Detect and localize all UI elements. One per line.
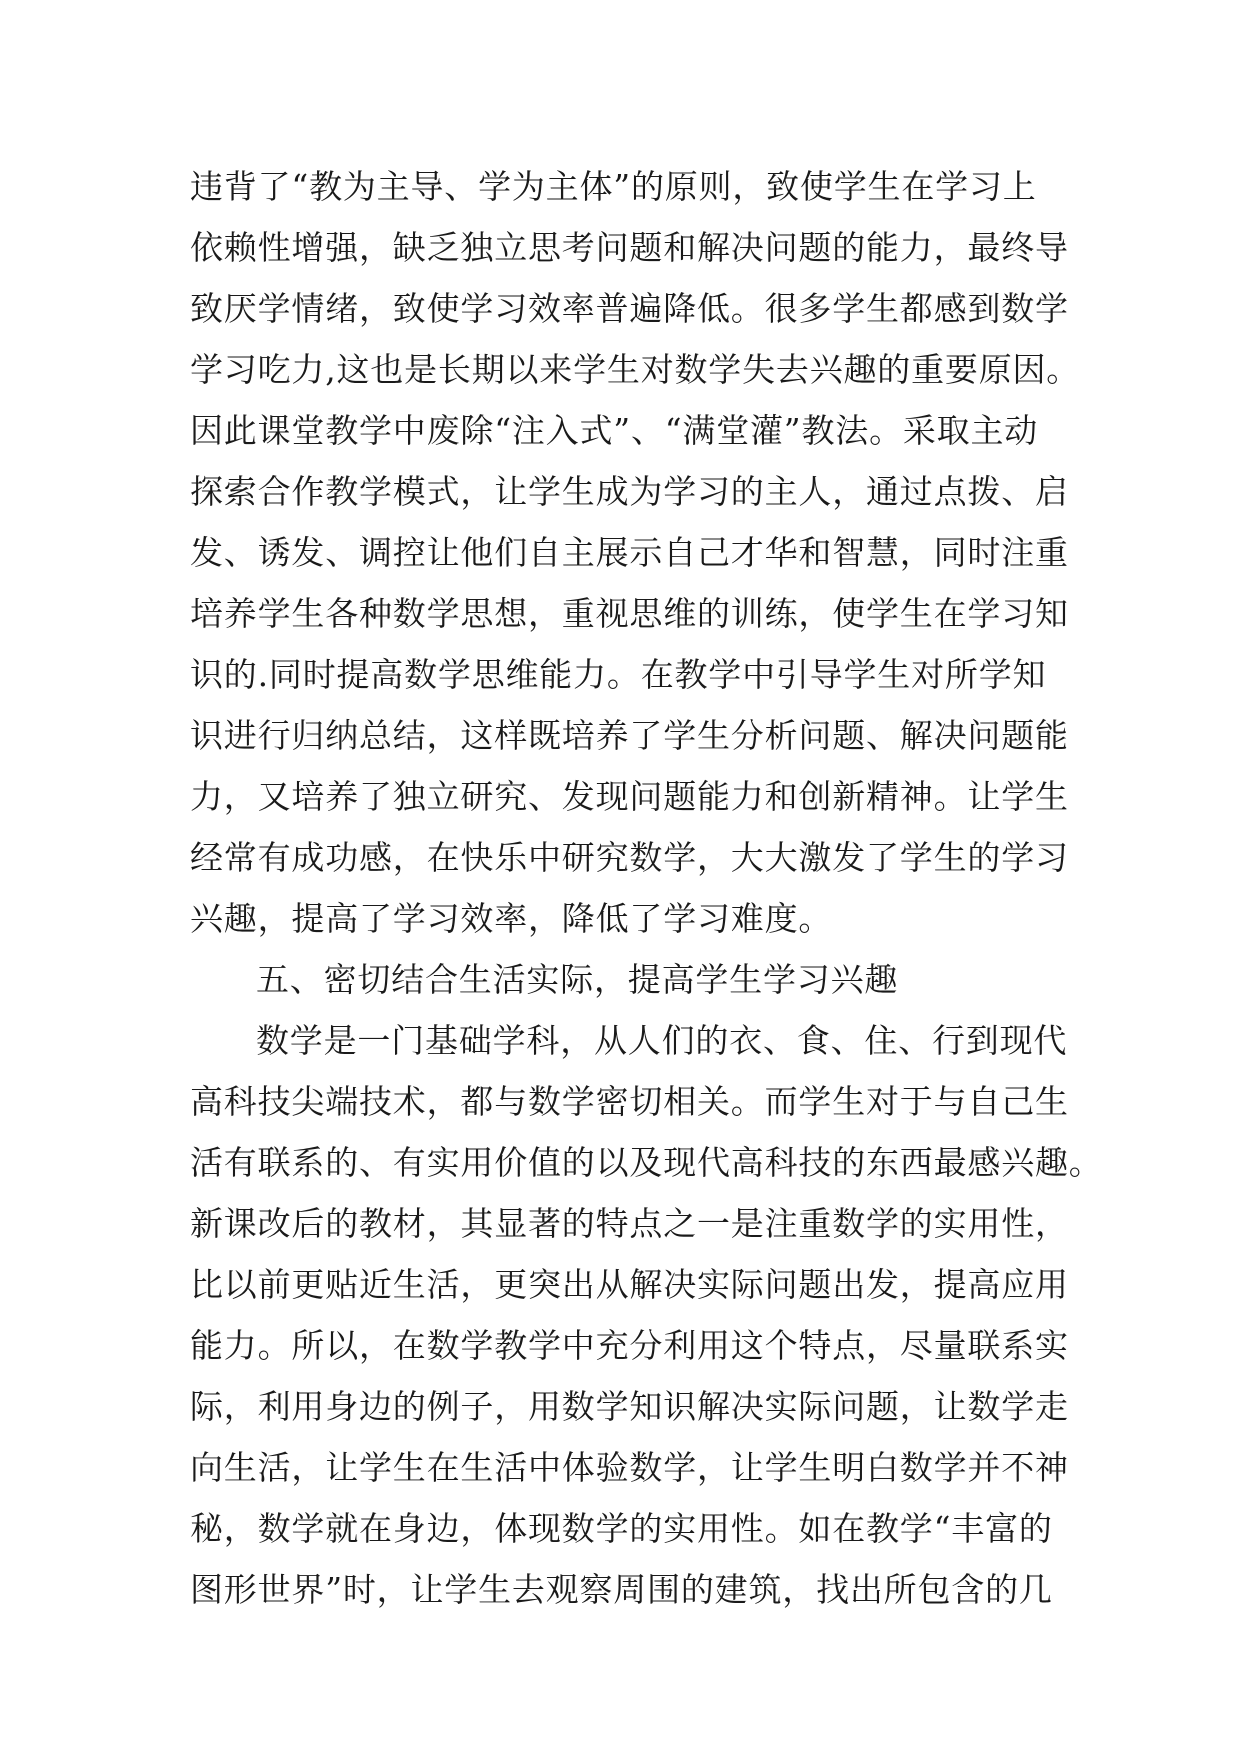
text-line: 秘，数学就在身边，体现数学的实用性。如在教学“丰富的: [190, 1509, 1053, 1548]
text-line: 图形世界”时，让学生去观察周围的建筑，找出所包含的几: [190, 1570, 1053, 1609]
text-line: 经常有成功感，在快乐中研究数学，大大激发了学生的学习: [190, 838, 1069, 877]
text-line: 活有联系的、有实用价值的以及现代高科技的东西最感兴趣。: [190, 1143, 1103, 1182]
body-text: [190, 156, 1103, 1620]
text-line: 发、诱发、调控让他们自主展示自己才华和智慧，同时注重: [190, 533, 1069, 572]
text-line: 向生活，让学生在生活中体验数学，让学生明白数学并不神: [190, 1448, 1069, 1487]
text-line: 违背了“教为主导、学为主体”的原则，致使学生在学习上: [190, 167, 1037, 206]
paragraph: [190, 1010, 1103, 1620]
section-heading: [190, 949, 1070, 1010]
text-line: 学习吃力,这也是长期以来学生对数学失去兴趣的重要原因。: [190, 350, 1081, 389]
text-line: 识的.同时提高数学思维能力。在教学中引导学生对所学知: [190, 655, 1047, 694]
text-line: 因此课堂教学中废除“注入式”、“满堂灌”教法。采取主动: [190, 411, 1039, 450]
text-line: 兴趣，提高了学习效率，降低了学习难度。: [190, 899, 833, 938]
text-line: 致厌学情绪，致使学习效率普遍降低。很多学生都感到数学: [190, 289, 1069, 328]
text-line: 识进行归纳总结，这样既培养了学生分析问题、解决问题能: [190, 716, 1069, 755]
text-line: 力，又培养了独立研究、发现问题能力和创新精神。让学生: [190, 777, 1069, 816]
text-line: 培养学生各种数学思想，重视思维的训练，使学生在学习知: [190, 594, 1069, 633]
text-line: 五、密切结合生活实际，提高学生学习兴趣: [256, 960, 899, 999]
paragraph: [190, 156, 1081, 949]
text-line: 依赖性增强，缺乏独立思考问题和解决问题的能力，最终导: [190, 228, 1069, 267]
text-line: 比以前更贴近生活，更突出从解决实际问题出发，提高应用: [190, 1265, 1069, 1304]
text-line: 数学是一门基础学科，从人们的衣、食、住、行到现代: [256, 1021, 1068, 1060]
text-line: 高科技尖端技术，都与数学密切相关。而学生对于与自己生: [190, 1082, 1069, 1121]
text-line: 新课改后的教材，其显著的特点之一是注重数学的实用性，: [190, 1204, 1069, 1243]
text-line: 际，利用身边的例子，用数学知识解决实际问题，让数学走: [190, 1387, 1069, 1426]
text-line: 能力。所以，在数学教学中充分利用这个特点，尽量联系实: [190, 1326, 1069, 1365]
text-line: 探索合作教学模式，让学生成为学习的主人，通过点拨、启: [190, 472, 1069, 511]
